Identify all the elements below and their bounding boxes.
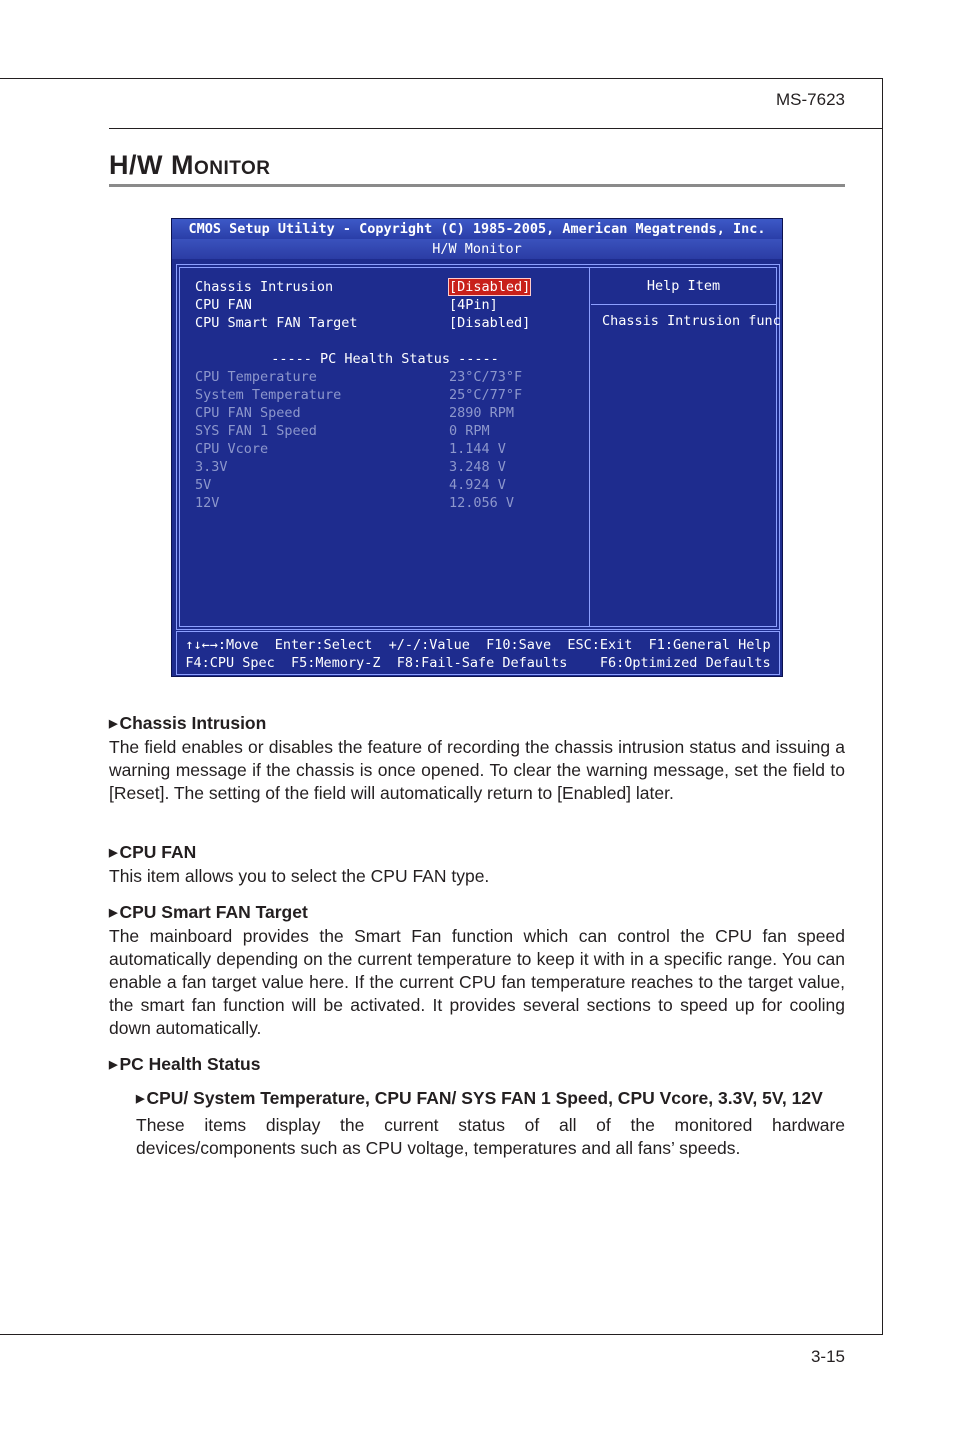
bios-main-inner [179, 267, 781, 627]
margin-rule [882, 78, 883, 1334]
item-heading: ▶ PC Health Status [109, 1054, 261, 1074]
help-item-title: Help Item [591, 268, 776, 305]
item-heading: ▶ Chassis Intrusion [109, 713, 267, 733]
triangle-bullet-icon: ▶ [109, 718, 118, 730]
setting-value[interactable]: [Disabled] [449, 315, 531, 331]
item-cpu-fan [109, 841, 845, 888]
health-row: 12V 12.056 V [195, 495, 515, 511]
health-row: CPU FAN Speed 2890 RPM [195, 405, 515, 421]
health-row: 3.3V 3.248 V [195, 459, 506, 475]
health-row: CPU Temperature 23°C/73°F [195, 369, 523, 385]
page-number: 3-15 [810, 1347, 845, 1366]
bios-help-pane [591, 268, 781, 626]
bios-key-legend [176, 631, 780, 675]
bios-settings-pane [180, 268, 590, 626]
setting-value[interactable]: [4Pin] [449, 297, 498, 313]
triangle-bullet-icon: ▶ [136, 1093, 145, 1105]
key-legend-line: ↑↓←→:Move Enter:Select +/-/:Value F10:Save ESC:Exit F1:General Help [185, 637, 771, 653]
item-heading: ▶ CPU FAN [109, 842, 197, 862]
health-row: CPU Vcore 1.144 V [195, 441, 506, 457]
section-title: H/W Monitor [109, 150, 271, 180]
triangle-bullet-icon: ▶ [109, 847, 118, 859]
model-rule [109, 128, 883, 129]
bios-subtitle: H/W Monitor [172, 239, 782, 259]
bios-main-panel [176, 264, 780, 630]
key-legend-line: F4:CPU Spec F5:Memory-Z F8:Fail-Safe Defaults F6:Optimized Defaults [185, 655, 771, 671]
bios-setting-chassis-intrusion[interactable] [195, 278, 530, 296]
bios-screen [171, 218, 783, 677]
triangle-bullet-icon: ▶ [109, 1059, 118, 1071]
health-row: SYS FAN 1 Speed 0 RPM [195, 423, 490, 439]
triangle-bullet-icon: ▶ [109, 907, 118, 919]
item-heading: ▶ CPU Smart FAN Target [109, 902, 308, 922]
header-rule [0, 78, 883, 79]
bios-setting-cpu-smart-fan-target[interactable] [195, 314, 530, 332]
model-number: MS-7623 [776, 90, 845, 109]
subitem-monitored-values [136, 1087, 845, 1160]
health-row: System Temperature 25°C/77°F [195, 387, 523, 403]
item-cpu-smart-fan-target [109, 901, 845, 1040]
subitem-description: These items display the current status of all of the monitored hardware devices/components such as CPU voltage, temperatures and all fans’ speeds. [136, 1115, 845, 1158]
item-pc-health-status [109, 1053, 845, 1077]
item-chassis-intrusion [109, 712, 845, 805]
item-description: The mainboard provides the Smart Fan function which can control the CPU fan speed automatically depending on the current temperature to keep it with in a specific range. You can enable a fan target value here. If the current CPU fan temperature reaches to the target value, the smart fan function will be activated. It provides several sections to speed up for cooling down automatically. [109, 926, 845, 1038]
item-description: The field enables or disables the feature of recording the chassis intrusion status and issuing a warning message if the chassis is once opened. To clear the warning message, set the field to [Reset]. The setting of the field will automatically return to [Enabled] later. [109, 737, 845, 803]
subitem-heading: ▶ CPU/ System Temperature, CPU FAN/ SYS FAN 1 Speed, CPU Vcore, 3.3V, 5V, 12V [136, 1088, 823, 1108]
pc-health-status-title: ----- PC Health Status ----- [271, 351, 499, 367]
help-item-text: Chassis Intrusion func [602, 313, 781, 329]
health-row: 5V 4.924 V [195, 477, 506, 493]
item-description: This item allows you to select the CPU FAN type. [109, 866, 490, 886]
bios-title: CMOS Setup Utility - Copyright (C) 1985-2005, American Megatrends, Inc. [172, 219, 782, 239]
setting-label: Chassis Intrusion [195, 279, 334, 295]
footer-rule [0, 1334, 883, 1335]
bios-setting-cpu-fan[interactable] [195, 296, 498, 314]
title-underline [109, 184, 845, 187]
setting-label: CPU FAN [195, 297, 252, 313]
setting-label: CPU Smart FAN Target [195, 315, 358, 331]
setting-value[interactable]: [Disabled] [449, 279, 531, 295]
